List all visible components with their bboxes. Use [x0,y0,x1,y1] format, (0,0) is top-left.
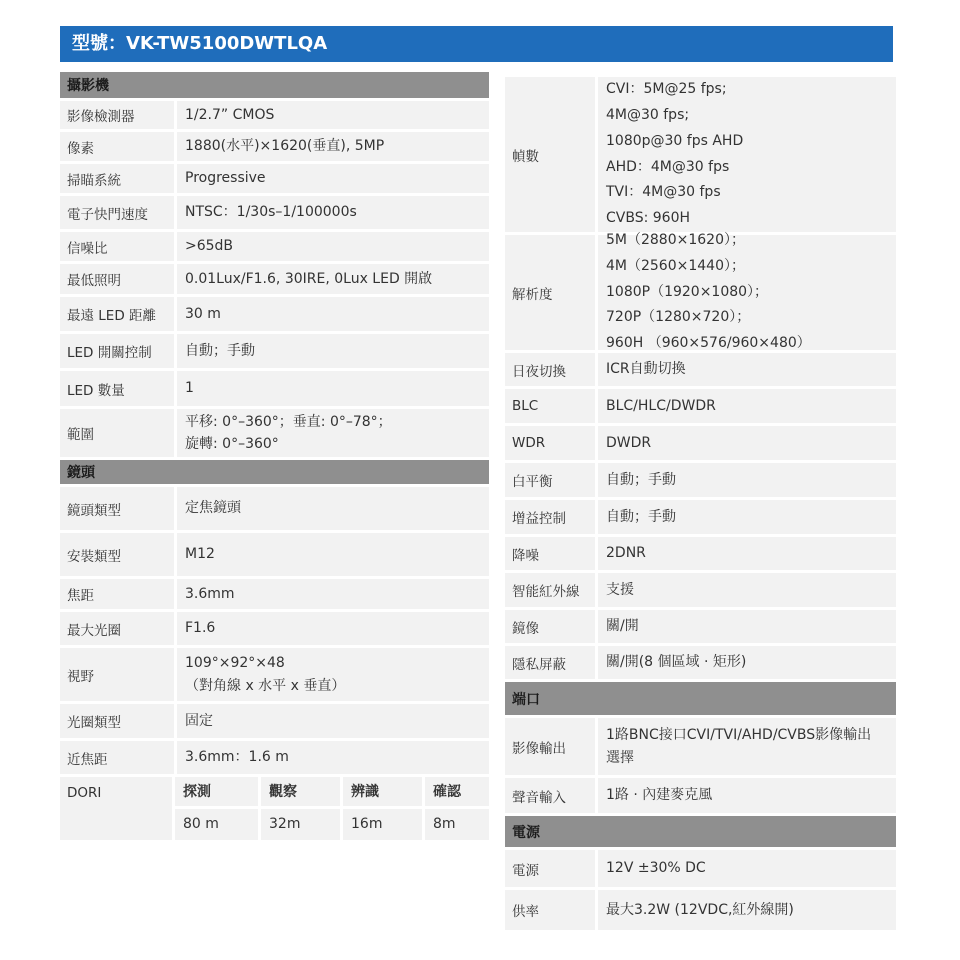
dori-value-row [175,809,489,841]
section-header-camera: 攝影機 [60,72,489,98]
spec-row [505,463,896,497]
section-header-port: 端口 [505,682,896,715]
spec-label: 影像輸出 [505,718,595,775]
spec-value [177,334,489,368]
spec-label: LED 開關控制 [60,334,174,368]
right-spec-column [505,77,896,933]
spec-value-line: BLC/HLC/DWDR [606,397,716,414]
dori-row [60,777,489,840]
spec-label: 電源 [505,850,595,887]
spec-value-line: AHD：4M@30 fps [606,158,730,175]
section-header-power: 電源 [505,816,896,847]
spec-label: 電子快門速度 [60,196,174,229]
spec-value [598,77,896,232]
lens-spec-table [60,487,489,774]
spec-value-line: 關/開(8 個區域 · 矩形) [606,654,747,671]
spec-value [598,850,896,887]
spec-label: BLC [505,389,595,423]
spec-label: 掃瞄系統 [60,164,174,193]
spec-value [598,231,896,352]
spec-value-line: 自動；手動 [606,471,676,488]
spec-value-line: >65dB [185,238,234,255]
spec-label: 信噪比 [60,232,174,261]
dori-table [175,777,489,840]
spec-value [598,426,896,460]
spec-value-line: 自動；手動 [185,342,255,359]
spec-row [60,579,489,609]
spec-label: 安裝類型 [60,533,174,576]
spec-value-line: 2DNR [606,545,646,562]
spec-row [505,778,896,813]
spec-label: 影像檢測器 [60,101,174,129]
spec-value [177,487,489,530]
spec-row [505,353,896,386]
spec-label: 視野 [60,648,174,701]
spec-value-line: Progressive [185,170,266,187]
spec-row [505,389,896,423]
dori-header-cell: 確認 [425,777,489,806]
spec-value [177,579,489,609]
spec-value [177,232,489,261]
spec-label: 範圍 [60,409,174,457]
spec-value-line: F1.6 [185,620,216,637]
spec-value-line: DWDR [606,434,652,451]
spec-value-line: （對角線 x 水平 x 垂直） [185,677,346,694]
spec-value-line: 1/2.7” CMOS [185,106,275,123]
spec-label: 像素 [60,132,174,161]
spec-value-line: 旋轉: 0°–360° [185,436,279,452]
dori-value-cell: 80 m [175,809,258,841]
spec-label: 鏡像 [505,610,595,643]
spec-label: 隱私屏蔽 [505,646,595,679]
spec-value-line: 12V ±30% DC [606,860,706,877]
video-spec-table [505,77,896,679]
spec-row [60,334,489,368]
spec-row [505,610,896,643]
spec-value [177,101,489,129]
spec-value-line: NTSC：1/30s–1/100000s [185,204,357,221]
spec-value-line: 4M（2560×1440）； [606,257,745,274]
spec-row [60,232,489,261]
spec-value [177,612,489,645]
spec-value-line: 固定 [185,712,213,729]
spec-value [598,890,896,930]
spec-value [177,196,489,229]
spec-value [598,463,896,497]
spec-value-line: CVI：5M@25 fps; [606,80,727,97]
spec-label: 降噪 [505,537,595,570]
spec-row [60,409,489,457]
spec-label: 聲音輸入 [505,778,595,813]
spec-label: 解析度 [505,235,595,350]
spec-label: 最遠 LED 距離 [60,297,174,331]
spec-value-line: M12 [185,546,215,563]
spec-label: 白平衡 [505,463,595,497]
spec-value-line: 1 [185,380,194,397]
spec-value-line: 平移: 0°–360°；垂直: 0°–78°； [185,413,392,430]
spec-row [60,297,489,331]
spec-label: 增益控制 [505,500,595,534]
spec-value [598,778,896,813]
spec-value-line: 720P（1280×720）； [606,309,751,326]
spec-label: LED 數量 [60,371,174,406]
dori-value-cell: 32m [261,809,340,841]
spec-value [598,353,896,386]
port-spec-table [505,718,896,813]
spec-value-line: 最大3.2W (12VDC,紅外線開) [606,901,794,918]
dori-header-cell: 探測 [175,777,258,806]
spec-row [505,646,896,679]
spec-value-line: 109°×92°×48 [185,655,285,672]
spec-row [60,533,489,576]
spec-value [598,537,896,570]
spec-value-line: 5M（2880×1620）； [606,231,745,248]
spec-value-line: 1路 · 內建麥克風 [606,787,713,804]
spec-row [60,704,489,738]
spec-value [598,718,896,775]
spec-row [60,132,489,161]
spec-value-line: 定焦鏡頭 [185,500,241,517]
spec-value [177,297,489,331]
spec-row [60,101,489,129]
spec-label: 焦距 [60,579,174,609]
dori-header-cell: 觀察 [261,777,340,806]
spec-row [60,164,489,193]
spec-value [598,573,896,607]
spec-row [60,264,489,294]
spec-label: 幀數 [505,77,595,232]
spec-value [177,164,489,193]
spec-value-line: 1880(水平)×1620(垂直), 5MP [185,138,385,155]
spec-value-line: 關/開 [606,618,639,635]
spec-label: 供率 [505,890,595,930]
spec-row [505,231,896,352]
spec-label: 日夜切換 [505,353,595,386]
spec-value [177,741,489,774]
spec-label: 智能紅外線 [505,573,595,607]
spec-value [598,610,896,643]
spec-value [177,132,489,161]
spec-value-line: ICR自動切換 [606,361,686,378]
left-spec-column [60,72,489,843]
section-header-lens: 鏡頭 [60,460,489,484]
spec-value-line: 支援 [606,581,634,598]
spec-value-line: 960H （960×576/960×480） [606,335,811,352]
spec-value [177,648,489,701]
page-title: 型號：VK-TW5100DWTLQA [60,26,893,62]
spec-row [505,537,896,570]
spec-row [505,77,896,232]
spec-label: WDR [505,426,595,460]
spec-value-line: 0.01Lux/F1.6, 30IRE, 0Lux LED 開啟 [185,270,433,287]
spec-value-line: 自動；手動 [606,508,676,525]
dori-header-cell: 辨識 [343,777,422,806]
spec-value-line: 選擇 [606,749,634,766]
spec-value-line: 1080p@30 fps AHD [606,132,744,149]
spec-row [60,487,489,530]
spec-value [177,264,489,294]
spec-label: 近焦距 [60,741,174,774]
spec-label: DORI [60,777,172,840]
spec-label: 鏡頭類型 [60,487,174,530]
spec-row [505,426,896,460]
spec-row [505,573,896,607]
spec-label: 光圈類型 [60,704,174,738]
camera-spec-table [60,101,489,457]
spec-value-line: CVBS: 960H [606,210,691,227]
spec-value [177,704,489,738]
spec-value [598,646,896,679]
spec-value-line: 1路BNC接口CVI/TVI/AHD/CVBS影像輸出 [606,727,872,744]
dori-value-cell: 16m [343,809,422,841]
spec-row [505,718,896,775]
spec-value-line: 30 m [185,305,221,322]
spec-value [177,409,489,457]
power-spec-table [505,850,896,930]
spec-row [505,500,896,534]
spec-row [60,196,489,229]
spec-row [60,741,489,774]
spec-row [505,890,896,930]
spec-value-line: TVI：4M@30 fps [606,184,721,201]
spec-value [598,500,896,534]
spec-value-line: 3.6mm：1.6 m [185,749,289,766]
spec-value-line: 4M@30 fps; [606,106,690,123]
spec-value-line: 1080P（1920×1080）； [606,283,769,300]
dori-value-cell: 8m [425,809,489,841]
spec-row [60,612,489,645]
spec-row [60,648,489,701]
dori-header-row [175,777,489,809]
spec-value [598,389,896,423]
spec-row [505,850,896,887]
spec-row [60,371,489,406]
spec-label: 最大光圈 [60,612,174,645]
spec-value-line: 3.6mm [185,585,235,602]
spec-label: 最低照明 [60,264,174,294]
spec-value [177,533,489,576]
spec-value [177,371,489,406]
